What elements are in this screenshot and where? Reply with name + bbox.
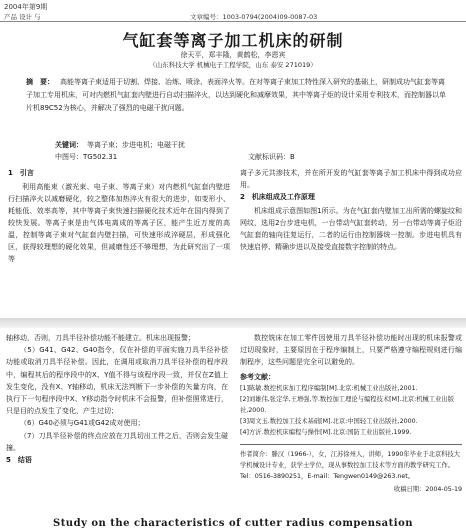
article-affiliation: （山东科技大学 机械电子工程学院，山东 泰安 271019）: [149, 61, 317, 69]
keywords-line: [55, 140, 185, 150]
article-lower-page: [0, 328, 466, 529]
journal-section: 产品 设计 与: [4, 13, 41, 21]
article-title: 气缸套等离子加工机床的研制: [122, 31, 344, 50]
reference-item: [1]陈敏.数控机床加工程序编制[M].北京:机械工业出版社,2001.: [240, 384, 418, 392]
received-date: 收稿日期：2004-05-19: [393, 485, 462, 493]
lower-right-column: [240, 332, 462, 496]
abstract-label: 摘 要：: [26, 78, 54, 86]
page-fold-divider: [0, 318, 466, 328]
upper-right-column: [240, 167, 462, 253]
article-authors: 徐天平，郑丰隆，黄鹤松，李恩宾: [180, 51, 286, 59]
author-bio: 作者简介：滕汉（1966-），女，江苏徐州人，讲师，1990年毕业于北京科技大学机械设计专业，获学士学位，现从事数控加工技术等方面的教学研究工作。Tel：0516-3890251，E-mail：Tengwen0149@263.net。: [240, 450, 461, 480]
reference-item: [2]刘雄伟,张定华,王增强,等.数控加工理论与编程技术[M].北京:机械工业出版社,2000.: [240, 395, 455, 414]
keywords-text: 等离子束；步进电机；电磁干扰: [87, 141, 185, 149]
abstract-text: 高能等离子束适用于切割、焊接、冶炼、喷涂、表面淬火等。在对等离子束加工特性深入研究的基础上，研制成功气缸套等离子加工专用机床，可对内燃机气缸套内壁进行自动扫描淬火，以达到硬化和减摩效果，其中等离子炬的设计采用专利技术，而控制器以单片机89C52为核心，并解决了强烈的电磁干扰问题。: [26, 78, 446, 112]
intro-paragraph: 利用高能束（激光束、电子束、等离子束）对内燃机气缸套内壁进行扫描淬火以减磨硬化，较之整体加热淬火有很大的进步，如变形小、耗能低、效率高等，其中等离子束快速扫描硬化技术近年在国内得到了较快发展。等离子束是由气体电离成的等离子区，能产生近万度的高温，控制等离子束对气缸套内壁扫描，可快速形成淬硬层，形成强化区，获得较理想的硬化效果，但减磨性还不够理想，为此研究出了一项等: [8, 183, 230, 263]
references-title: 参考文献：: [240, 372, 275, 381]
keywords-label: 关键词：: [55, 141, 83, 149]
reference-item: [4]方沂.数控机床编程与操作[M].北京:国防工业出版社,1999.: [240, 428, 412, 436]
intro-continued: 离子多元共渗技术，并在所开发的气缸套等离子加工机床中得到成功应用。: [240, 169, 462, 189]
reference-item: [3]周文玉.数控加工技术基础[M].北京:中国轻工业出版社,2000.: [240, 417, 418, 425]
article-code: 文章编号：1003-0794(2004)09-0087-03: [190, 13, 318, 21]
intro-heading: 1 引言: [8, 169, 34, 177]
lower-left-para-2: （5）G41、G42、G40指令，仅在补偿的平面实施刀具半径补偿功能或取消刀具半径补偿。因此，在调用或取消刀具半径补偿的程序段中，编程其后的程序段中的X、Y值不得与该程序段一致，并仅在Z值上发生变化，没有X、Y轴移动，机床无法判断下一步补偿的矢量方向，在执行下一句程序段中X、Y移动指令时机床不会报警，但补偿照常进行，只是目的点发生了变化，产生过切；: [6, 346, 228, 416]
header-rule: [0, 21, 466, 22]
abstract-block: [26, 76, 446, 115]
document-code: 文献标识码：B: [248, 153, 295, 161]
upper-left-column: [8, 167, 230, 265]
lower-left-para-1: 轴移动，否则，刀具半径补偿功能不能建立。机床出现报警；: [6, 334, 195, 342]
section2-heading: 2 机床组成及工作原理: [240, 193, 315, 201]
lower-left-para-4: （7）刀具半径补偿的终点应放在刀具切出工件之后，否则会发生碰撞。: [6, 431, 228, 452]
section2-paragraph: 机床组成示意图如图1所示。为在气缸套内壁加工出所需的螺旋纹和网纹，选用2台步进电机，一台带动气缸套转动，另一台带动等离子炬沿气缸套的轴向往复运行，二者的运行由控制器统一控制。步进电机具有快速启停、精确步进以及接受直接数字控制的特点。: [240, 207, 462, 251]
journal-issue: 2004年第9期: [4, 3, 48, 11]
lower-right-paragraph: 数控铣床在加工零件因使用刀具半径补偿功能时出现的机床报警或过切现象时，主要原因在于程序编制上，只要严格遵守编程规则进行编制程序，这些问题是完全可以避免的。: [240, 334, 462, 367]
clc-number: 中图号：TG502.31: [55, 153, 118, 161]
lower-left-para-3: （6）G40必须与G41或G42成对使用；: [20, 419, 145, 428]
lower-left-column: [6, 332, 228, 468]
bio-rule: [240, 444, 462, 445]
conclusion-heading: 5 结语: [6, 456, 32, 465]
english-title: Study on the characteristics of cutter radius compensation: [52, 518, 414, 529]
